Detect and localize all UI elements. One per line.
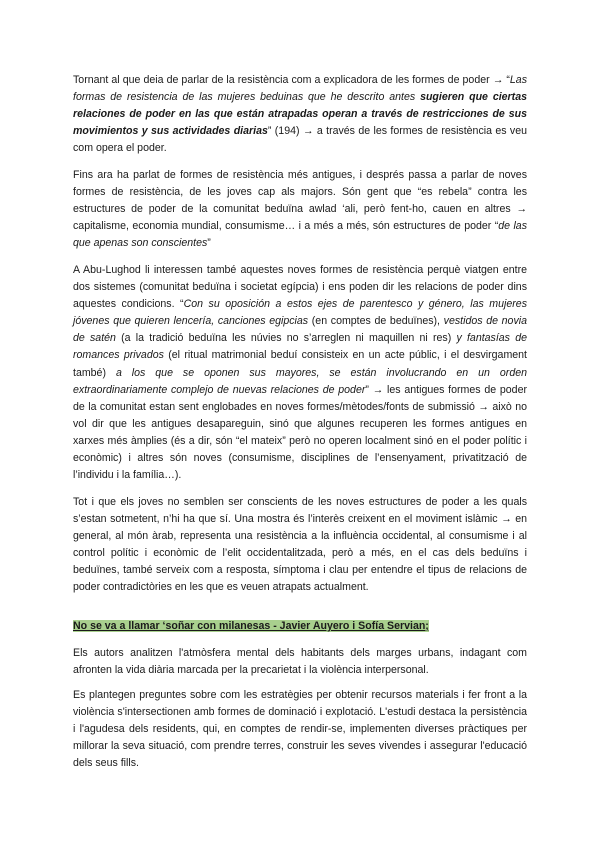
p3-text-a: A Abu-Lughod li interessen també aquestes noves formes de resistència perquè viatgen entre dos sistemes (comunitat beduïna i societat egípcia) i ens poden dir les relacions de poder dins aquestes condicions. “: [73, 264, 527, 311]
p1-quote-bold: sugieren que ciertas relaciones de poder en las que están atrapadas operan a través de restricciones de sus movimientos y sus actividades diarias: [73, 91, 527, 138]
paragraph-4: Tot i que els joves no semblen ser conscients de les noves estructures de poder a les quals s’estan sotmetent, n’hi ha que sí. Una mostra és l’interès creixent en el moviment islàmic → en general, al món àrab, representa una resistència a la influència occidental, al consumisme i al control polític i econòmic de l’elit occidentalitzada, però a més, en el cas dels beduïns i beduïnes, també serveix com a resposta, símptoma i clau per entendre el tipus de relacions de poder contradictòries en les que es veuen atrapats actualment.: [73, 496, 527, 594]
p2-text-a: Fins ara ha parlat de formes de resistència més antigues, i després passa a parlar de noves formes de resistència, de les joves cap als majors. Són gent que “es rebela” contra les estructures de poder de la comunitat beduïna awlad ‘ali, però fent-ho, cauen en altres → capitalisme, economia mundial, consumisme… i a més a més, són estructures de poder “: [73, 169, 527, 233]
p3-quote-h: a los que se oponen sus mayores, se están involucrando en un orden extraordinariamente complejo de nuevas relaciones de poder: [73, 366, 527, 396]
paragraph-1: [73, 72, 527, 157]
p1-text-d: ” (194) → a través de les formes de resistència es veu com opera el poder.: [73, 125, 528, 155]
p1-quote-italic: Las formas de resistencia de las mujeres beduinas que he descrito antes: [73, 74, 527, 104]
paragraph-6: Es plantegen preguntes sobre com les estratègies per obtenir recursos materials i fer front a la violència s'intersectionen amb formes de dominació i explotació. L'estudi destaca la persistència i l'agudesa dels residents, qui, en comptes de rendir-se, implementen diverses pràctiques per millorar la seva situació, com prendre terres, construir les seves vivendes i assegurar l'educació dels seus fills.: [73, 689, 527, 770]
section-heading: [73, 618, 527, 635]
p2-text-c: ”: [207, 237, 211, 250]
paragraph-3: [73, 262, 527, 484]
section-heading-text: No se va a llamar ‘soñar con milanesas - Javier Auyero i Sofía Servian;: [73, 620, 429, 632]
p3-text-e: (a la tradició beduïna les núvies no s’arreglen ni maquillen ni res): [115, 332, 457, 345]
p3-quote-f: y fantasías de romances privados: [73, 332, 527, 362]
p3-text-i: ” → les antigues formes de poder de la comunitat estan sent englobades en noves formes/mètodes/fonts de submissió → això no vol dir que les antigues desapareguin, sinó que algunes recuperen les formes antigues en xarxes més àmplies (és a dir, són “el mateix” però no operen localment sinó en el poder polític i econòmic) i altres són noves (consumisme, disciplines de l’ensenyament, privatització de l’individu i la família…).: [73, 383, 527, 482]
p1-text-a: Tornant al que deia de parlar de la resistència com a explicadora de les formes de poder → “: [73, 74, 510, 86]
p3-text-g: (el ritual matrimonial beduí consisteix en un acte públic, i el desvirgament també): [73, 349, 527, 379]
paragraph-5: Els autors analitzen l'atmòsfera mental dels habitants dels marges urbans, indagant com afronten la vida diària marcada per la precarietat i la violència interpersonal.: [73, 647, 527, 677]
p3-quote-b: Con su oposición a estos ejes de parentesco y género, las mujeres jóvenes que quieren lencería, canciones egipcias: [73, 298, 527, 328]
p3-text-c: (en comptes de beduïnes),: [308, 315, 444, 328]
paragraph-2: [73, 167, 527, 252]
p3-quote-d: vestidos de novia de satén: [73, 315, 527, 345]
p2-quote-italic: de las que apenas son conscientes: [73, 220, 527, 250]
